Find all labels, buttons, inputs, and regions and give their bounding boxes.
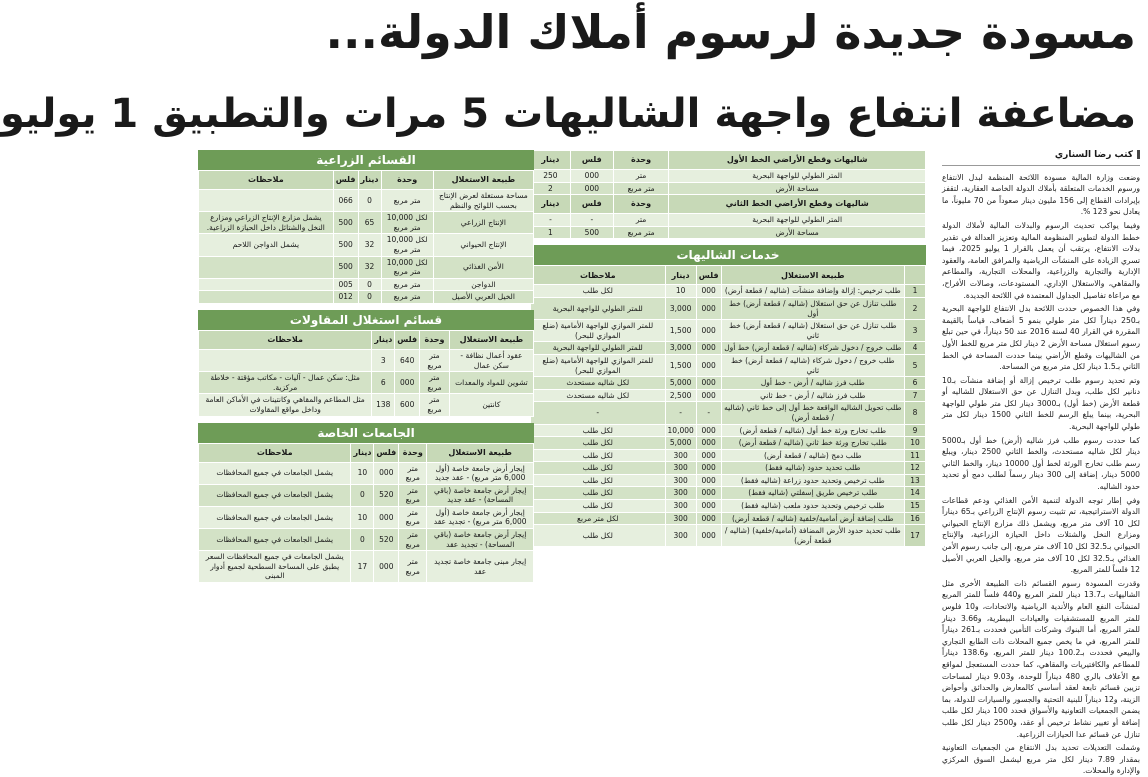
table-cell: 000	[696, 512, 721, 525]
table-cell: 640	[395, 349, 420, 371]
table-cell: 000	[374, 462, 399, 484]
row-number: 4	[905, 342, 926, 355]
table-cell: 32	[358, 234, 381, 256]
table-cell: 520	[374, 484, 399, 506]
table-cell: طلب خروج / دخول شركاء (شاليه / قطعة أرض) خط ثاني	[721, 354, 904, 376]
table-cell: لكل طلب	[531, 474, 666, 487]
table-row	[531, 437, 926, 450]
table-cell: طلب تحديد حدود الأرض المضافة (أمامية/خلفية) (شاليه / قطعة أرض)	[721, 525, 904, 547]
row-number: 11	[905, 449, 926, 462]
article-paragraph: وضعت وزارة المالية مسودة اللائحة المنظمة لبدل الانتفاع ورسوم الخدمات المتعلقة بأملاك الدولة الخاصة العقارية، لتقفز بإيرادات القطاع إلى 156 مليون دينار صعوداً من 70 مليوناً، ما يعادل نحو 123 %.	[942, 172, 1140, 217]
table-cell: المتر الطولي للواجهة البحرية	[669, 214, 926, 227]
table-cell: 3,000	[665, 297, 696, 319]
table-cell: للمتر الطولي للواجهة البحرية	[531, 342, 666, 355]
column-header: ملاحظات	[199, 171, 334, 190]
table-cell: متر مربع	[381, 278, 433, 291]
column-header: دينار	[358, 171, 381, 190]
table-cell: 000	[696, 424, 721, 437]
table-cell: 000	[696, 354, 721, 376]
table-row	[531, 354, 926, 376]
row-number: 14	[905, 487, 926, 500]
table-cell: مساحة الأرض	[669, 182, 926, 195]
table-cell: طلب ترخيص وتحديد حدود ملعب (شاليه فقط)	[721, 500, 904, 513]
agri-title: القسائم الزراعية	[198, 150, 534, 170]
table-row	[199, 349, 534, 371]
table-cell: متر مربع	[420, 372, 450, 394]
article-body	[942, 150, 1140, 776]
table-cell: إيجار أرض جامعة خاصة (باقي المساحة) - عقد جديد	[427, 484, 534, 506]
table-cell	[199, 291, 334, 304]
column-header: فلس	[395, 330, 420, 349]
table-row	[531, 487, 926, 500]
table-cell: طلب ترخيص طريق إسفلتي (شاليه فقط)	[721, 487, 904, 500]
table-cell: متر مربع	[381, 291, 433, 304]
table-row	[531, 525, 926, 547]
table-cell: متر مربع	[613, 226, 669, 239]
table-cell: 000	[696, 437, 721, 450]
line2-title: شاليهات وقطع الأراضي الخط الثاني	[669, 195, 926, 214]
table-cell: لكل شاليه مستحدث	[531, 389, 666, 402]
table-cell: 2	[531, 182, 571, 195]
table-cell: للمتر الموازي للواجهة الأمامية (ضلع الموازي للبحر)	[531, 354, 666, 376]
column-header: وحدة	[381, 171, 433, 190]
table-cell: 1,500	[665, 320, 696, 342]
table-cell: 3,000	[665, 342, 696, 355]
table-cell: متر مربع	[399, 529, 427, 551]
column-header: وحدة	[420, 330, 450, 349]
table-cell: لكل طلب	[531, 424, 666, 437]
table-row	[199, 484, 534, 506]
chalet-services-table: طبيعة الاستغلال فلس دينار ملاحظات 1 طلب ترخيص: إزالة وإضافة منشآت (شاليه / قطعة أرض) 000 10 لكل طلب 2 طلب تنازل عن حق استغلال (شاليه / قطعة أرض) خط أول 000 3,000 للمتر الطولي للواجهة البحرية 3 طلب تنازل عن حق استغلال (شاليه / قطعة أرض) خط ثاني 000 1,500 للمتر الموازي للواجهة الأمامية (ضلع الموازي للبحر) 4 طلب خروج / دخول شركاء (شاليه / قطعة أرض) خط أول 000 3,000 للمتر الطولي للواجهة البحرية 5 طلب خروج / دخول شركاء (شاليه / قطعة أرض) خط ثاني 000 1,500 للمتر الموازي للواجهة الأمامية (ضلع الموازي للبحر) 6 طلب فرز شاليه / أرض - خط أول 000 5,000 لكل شاليه مستحدث 7 طلب فرز شاليه / أرض - خط ثاني 000 2,500 لكل شاليه مستحدث 8 طلب تحويل الشاليه الواقعة خط أول إلى خط ثاني (شاليه / قطعة أرض) - - - 9 طلب تخارج ورثة خط أول (شاليه / قطعة أرض) 000 10,000 لكل طلب 10 طلب تخارج ورثة خط ثاني (شاليه / قطعة أرض) 000 5,000 لكل طلب 11 طلب دمج (شاليه / قطعة أرض) 000 300 لكل طلب 12 طلب تحديد حدود (شاليه فقط) 000 300 لكل طلب 13 طلب ترخيص وتحديد حدود زراعة (شاليه فقط) 000 300 لكل طلب 14 طلب ترخيص طريق إسفلتي (شاليه فقط) 000 300 لكل طلب 15 طلب ترخيص وتحديد حدود ملعب (شاليه فقط) 000 300 لكل طلب 16 طلب إضافة أرض أمامية/خلفية (شاليه / قطعة أرض) 000 300 لكل متر مربع 17 طلب تحديد حدود الأرض المضافة (أمامية/خلفية) (شاليه / قطعة أرض) 000 300 لكل طلب	[530, 265, 926, 547]
table-cell: 000	[696, 297, 721, 319]
table-cell: طلب خروج / دخول شركاء (شاليه / قطعة أرض) خط أول	[721, 342, 904, 355]
table-cell	[199, 190, 334, 212]
table-cell: 000	[696, 500, 721, 513]
table-cell: 0	[358, 291, 381, 304]
table-cell: 000	[696, 487, 721, 500]
table-row	[199, 256, 534, 278]
row-number: 2	[905, 297, 926, 319]
table-cell: لكل طلب	[531, 462, 666, 475]
table-cell: طلب تنازل عن حق استغلال (شاليه / قطعة أرض) خط ثاني	[721, 320, 904, 342]
row-number: 1	[905, 285, 926, 298]
table-row	[531, 424, 926, 437]
table-cell: طلب ترخيص: إزالة وإضافة منشآت (شاليه / قطعة أرض)	[721, 285, 904, 298]
table-cell: متر مربع	[420, 394, 450, 416]
table-cell: لكل طلب	[531, 487, 666, 500]
table-cell: 10	[351, 462, 374, 484]
table-row	[199, 529, 534, 551]
table-row	[531, 342, 926, 355]
table-row	[531, 402, 926, 424]
table-cell: 500	[333, 234, 358, 256]
table-cell: متر	[613, 214, 669, 227]
table-cell: يشمل الجامعات في جميع المحافظات	[199, 484, 351, 506]
table-cell: 500	[570, 226, 613, 239]
table-cell: متر مربع	[399, 506, 427, 528]
table-cell: الأمن الغذائي	[433, 256, 533, 278]
table-row	[531, 170, 926, 183]
agri-table	[198, 170, 534, 304]
table-row	[531, 474, 926, 487]
table-cell: 000	[696, 449, 721, 462]
table-cell: طلب تنازل عن حق استغلال (شاليه / قطعة أرض) خط أول	[721, 297, 904, 319]
table-cell: للمتر الطولي للواجهة البحرية	[531, 297, 666, 319]
table-cell: 2,500	[665, 389, 696, 402]
article-paragraph: كما حددت رسوم طلب فرز شاليه (أرض) خط أول بـ5000 دينار لكل شاليه مستحدث، والخط الثاني 2500 دينار، ويبلغ رسم طلب تخارج الورثة لخط أول 10000 دينار، والخط الثاني 5000 دينار، إضافة إلى 300 دينار رسماً لطلب دمج أو تحديد حدود الشاليه.	[942, 435, 1140, 492]
article-paragraph: وقدرت المسودة رسوم القسائم ذات الطبيعة الأخرى مثل الشاليهات بـ13.7 دينار للمتر المربع و440 فلساً للمتر المربع لمنشآت النفع العام والأندية الرياضية والاتحادات، و10 فلوس للمتر المربع للمستشفيات والعيادات البيطرية، و3.66 دينار للمتر المربع، أما البنوك وشركات التأمين فحددت بـ261 ديناراً للمتر المربع، في ما يخص جميع المحلات ذات الطابع التجاري والبيعي فحددت بـ100.2 دينار للمتر المربع، و138.6 ديناراً للمطاعم والكافتيريات والمقاهي، كما حددت المستعجل لمواقع مع الأعلاف بالري 480 ديناراً للوحدة، و9.03 دينار لمساحات تزيين قسائم تابعة لعقد أساسي كالمعارض والحدائق وأحواض الزينة، و12 ديناراً للبنية التحتية والجسور والسيارات للدولة، بما يضمن الجمعيات التعاونية والأسواق فحدد 100 دينار لكل طلب إضافة أو تغيير نشاط ترخيص أو عقد، و2500 دينار لكل طلب تنازل عن قسائم عدا الحيازات الزراعية.	[942, 578, 1140, 739]
table-row	[531, 285, 926, 298]
table-cell: متر مربع	[399, 551, 427, 583]
table-cell: 300	[665, 462, 696, 475]
row-number: 8	[905, 402, 926, 424]
table-cell: 5,000	[665, 437, 696, 450]
table-cell: يشمل الجامعات في جميع المحافظات	[199, 462, 351, 484]
article-paragraph: وفيما يواكب تحديث الرسوم والبدلات المالية لأملاك الدولة خطط الدولة لتطوير المنظومة المالية وتعزيز العدالة في تقدير بدلات الانتفاع، يرتقب أن يعمل بالقرار 1 يوليو 2025، فيما تسري الزيادة على المنشآت الرياضية والمرافق العامة، والعقود الإدارية والتجارية والزراعية، والمحلات التجارية، والمطاعم والمقاهي، والاستغلال الإداري، المستودعات، وصالات الأفراح، مع مراعاة تفاصيل الجداول المعتمدة في اللائحة الجديدة.	[942, 220, 1140, 300]
table-cell: 1,500	[665, 354, 696, 376]
table-cell: 000	[696, 285, 721, 298]
table-cell: طلب تخارج ورثة خط أول (شاليه / قطعة أرض)	[721, 424, 904, 437]
byline: كتب رضا السناري	[942, 150, 1140, 166]
column-header: دينار	[351, 443, 374, 462]
table-cell: 0	[358, 190, 381, 212]
table-cell: لكل طلب	[531, 437, 666, 450]
table-cell: مساحة الأرض	[669, 226, 926, 239]
universities-title: الجامعات الخاصة	[198, 423, 534, 443]
table-cell: متر مربع	[399, 462, 427, 484]
table-cell: يشمل الجامعات في جميع المحافظات السعر يطبق على المساحة السطحية لجميع أدوار المبنى	[199, 551, 351, 583]
table-cell: مساحة مستغلة لعرض الإنتاج بحسب اللوائح والنظم	[433, 190, 533, 212]
table-cell: لكل طلب	[531, 500, 666, 513]
table-cell: 0	[351, 529, 374, 551]
table-cell: -	[531, 402, 666, 424]
table-cell: 5,000	[665, 377, 696, 390]
row-number: 12	[905, 462, 926, 475]
table-cell: 000	[696, 525, 721, 547]
column-header: طبيعة الاستغلال	[427, 443, 534, 462]
table-cell: -	[570, 214, 613, 227]
table-cell: طلب تخارج ورثة خط ثاني (شاليه / قطعة أرض)	[721, 437, 904, 450]
table-cell: الخيل العربي الأصيل	[433, 291, 533, 304]
table-cell: يشمل الجامعات في جميع المحافظات	[199, 529, 351, 551]
chalet-services-title: خدمات الشاليهات	[530, 245, 926, 265]
table-row	[531, 449, 926, 462]
table-cell: الدواجن	[433, 278, 533, 291]
table-cell: تشوين للمواد والمعدات	[449, 372, 533, 394]
table-row	[531, 320, 926, 342]
table-cell: 300	[665, 525, 696, 547]
table-cell: 000	[570, 182, 613, 195]
table-row	[531, 182, 926, 195]
table-row	[531, 462, 926, 475]
table-cell: 520	[374, 529, 399, 551]
row-number: 5	[905, 354, 926, 376]
table-cell: 300	[665, 449, 696, 462]
table-row	[199, 190, 534, 212]
row-number: 17	[905, 525, 926, 547]
table-cell: 6	[372, 372, 395, 394]
table-cell: طلب فرز شاليه / أرض - خط ثاني	[721, 389, 904, 402]
table-row	[199, 506, 534, 528]
table-row	[199, 462, 534, 484]
table-row	[531, 500, 926, 513]
table-cell: 500	[333, 256, 358, 278]
table-cell: 005	[333, 278, 358, 291]
contractors-title: قسائم استغلال المقاولات	[198, 310, 534, 330]
table-cell: متر مربع	[420, 349, 450, 371]
table-cell: لكل 10,000 متر مربع	[381, 256, 433, 278]
column-header: فلس	[374, 443, 399, 462]
table-cell: 000	[374, 551, 399, 583]
column-header: طبيعة الاستغلال	[449, 330, 533, 349]
table-cell: -	[696, 402, 721, 424]
row-number: 7	[905, 389, 926, 402]
column-header: ملاحظات	[199, 443, 351, 462]
fees-column	[198, 150, 534, 717]
table-cell: طلب ترخيص وتحديد حدود زراعة (شاليه فقط)	[721, 474, 904, 487]
table-row	[531, 297, 926, 319]
column-header: ملاحظات	[199, 330, 372, 349]
table-cell: إيجار أرض جامعة خاصة (أول 6,000 متر مربع) - تجديد عقد	[427, 506, 534, 528]
table-cell: كانتين	[449, 394, 533, 416]
row-number: 15	[905, 500, 926, 513]
table-cell: 3	[372, 349, 395, 371]
row-number: 10	[905, 437, 926, 450]
table-cell: 000	[696, 474, 721, 487]
table-cell: -	[665, 402, 696, 424]
table-cell: يشمل الجامعات في جميع المحافظات	[199, 506, 351, 528]
table-cell: طلب تحديد حدود (شاليه فقط)	[721, 462, 904, 475]
table-cell: 000	[374, 506, 399, 528]
headline-main: مسودة جديدة لرسوم أملاك الدولة...	[325, 5, 1136, 59]
article-paragraph: وشملت التعديلات تحديد بدل الانتفاع من الجمعيات التعاونية بمقدار 7.89 دينار لكل متر مربع ليشمل السوق المركزي والإدارة والمحلات.	[942, 743, 1140, 776]
table-cell: للمتر الموازي للواجهة الأمامية (ضلع الموازي للبحر)	[531, 320, 666, 342]
table-cell: 1	[531, 226, 571, 239]
row-number: 3	[905, 320, 926, 342]
table-cell: 300	[665, 487, 696, 500]
table-cell: لكل طلب	[531, 449, 666, 462]
chalets-land-table: شاليهات وقطع الأراضي الخط الأول وحدة فلس دينار المتر الطولي للواجهة البحرية متر 000 250 مساحة الأرض متر مربع 000 2 شاليهات وقطع الأراضي الخط الثاني وحدة فلس دينار المتر الطولي للواجهة البحرية متر - - مساحة الأرض متر مربع 500 1	[530, 150, 926, 239]
table-cell	[199, 256, 334, 278]
table-cell: -	[531, 214, 571, 227]
table-cell: 500	[333, 212, 358, 234]
table-row	[531, 512, 926, 525]
table-row	[199, 212, 534, 234]
table-cell: المتر الطولي للواجهة البحرية	[669, 170, 926, 183]
table-row	[199, 372, 534, 394]
table-cell: 600	[395, 394, 420, 416]
table-row	[199, 234, 534, 256]
universities-table	[198, 443, 534, 584]
table-cell: متر مربع	[381, 190, 433, 212]
table-cell	[199, 349, 372, 371]
table-cell: 300	[665, 474, 696, 487]
byline-bar-icon	[1137, 150, 1140, 159]
table-cell: لكل 10,000 متر مربع	[381, 212, 433, 234]
table-cell: 10,000	[665, 424, 696, 437]
contractors-table	[198, 330, 534, 417]
table-cell: 000	[696, 462, 721, 475]
column-header: فلس	[333, 171, 358, 190]
table-cell: 17	[351, 551, 374, 583]
headline-sub: مضاعفة انتفاع واجهة الشاليهات 5 مرات والتطبيق 1 يوليو	[0, 91, 1136, 137]
table-cell: لكل طلب	[531, 285, 666, 298]
table-cell: إيجار مبنى جامعة خاصة تجديد عقد	[427, 551, 534, 583]
table-cell: إيجار أرض جامعة خاصة (باقي المساحة) - تجديد عقد	[427, 529, 534, 551]
table-cell: 000	[696, 389, 721, 402]
table-cell: 10	[351, 506, 374, 528]
table-row	[531, 226, 926, 239]
table-cell: متر مربع	[399, 484, 427, 506]
column-header: طبيعة الاستغلال	[433, 171, 533, 190]
row-number: 13	[905, 474, 926, 487]
table-row	[531, 214, 926, 227]
table-cell: 250	[531, 170, 571, 183]
table-cell: طلب إضافة أرض أمامية/خلفية (شاليه / قطعة أرض)	[721, 512, 904, 525]
line1-title: شاليهات وقطع الأراضي الخط الأول	[669, 151, 926, 170]
table-cell: 138	[372, 394, 395, 416]
table-cell: طلب تحويل الشاليه الواقعة خط أول إلى خط ثاني (شاليه / قطعة أرض)	[721, 402, 904, 424]
table-cell: 000	[395, 372, 420, 394]
table-cell: يشمل الدواجن اللاحم	[199, 234, 334, 256]
article-text	[942, 172, 1140, 777]
table-cell: عقود أعمال نظافة - سكن عمال	[449, 349, 533, 371]
column-header: وحدة	[399, 443, 427, 462]
table-cell: 000	[570, 170, 613, 183]
table-cell: مثل المطاعم والمقاهي وكانتينات في الأماكن العامة وداخل مواقع المقاولات	[199, 394, 372, 416]
table-cell: الإنتاج الزراعي	[433, 212, 533, 234]
column-header: دينار	[372, 330, 395, 349]
table-cell: مثل: سكن عمال - آليات - مكاتب مؤقتة - خلاطة مركزية.	[199, 372, 372, 394]
row-number: 16	[905, 512, 926, 525]
row-number: 6	[905, 377, 926, 390]
table-cell: متر مربع	[613, 182, 669, 195]
table-row	[199, 551, 534, 583]
table-cell: لكل 10,000 متر مربع	[381, 234, 433, 256]
chalets-column	[530, 150, 926, 717]
table-row	[531, 377, 926, 390]
table-cell: إيجار أرض جامعة خاصة (أول 6,000 متر مربع) - عقد جديد	[427, 462, 534, 484]
table-row	[199, 394, 534, 416]
table-cell: لكل شاليه مستحدث	[531, 377, 666, 390]
table-cell: 000	[696, 320, 721, 342]
table-cell: 0	[351, 484, 374, 506]
table-cell: يشمل مزارع الإنتاج الزراعي ومزارع النخل والشتائل داخل الحيازة الزراعية.	[199, 212, 334, 234]
table-cell: 000	[696, 377, 721, 390]
table-cell: 012	[333, 291, 358, 304]
table-cell: الإنتاج الحيواني	[433, 234, 533, 256]
table-cell: لكل متر مربع	[531, 512, 666, 525]
table-cell: 300	[665, 500, 696, 513]
table-row	[199, 291, 534, 304]
table-cell: 300	[665, 512, 696, 525]
row-number: 9	[905, 424, 926, 437]
table-cell: لكل طلب	[531, 525, 666, 547]
table-cell	[199, 278, 334, 291]
table-cell: متر	[613, 170, 669, 183]
table-row	[531, 389, 926, 402]
article-paragraph: وتم تحديد رسوم طلب ترخيص إزالة أو إضافة منشآت بـ10 دنانير لكل طلب، وبدل التنازل عن حق الاستغلال للشاليه أو قطعة الأرض (خط أول) بـ3000 دينار لكل متر طولي للواجهة البحرية، بينما يبلغ الرسم للخط الثاني 1500 دينار لكل متر طولي للواجهة البحرية.	[942, 375, 1140, 432]
table-cell: طلب فرز شاليه / أرض - خط أول	[721, 377, 904, 390]
table-cell: 000	[696, 342, 721, 355]
article-paragraph: وفي هذا الخصوص حددت اللائحة بدل الانتفاع للواجهة البحرية بـ250 ديناراً لكل متر طولي بنمو 5 أضعاف، قياساً بالقيمة المقررة في القرار 40 لسنة 2016 عند 50 ديناراً، في حين تبلغ رسوم استغلال مساحة الأرض 2 دينار لكل متر مربع للخط الأول من الشاليهات وقطع الأراضي بينما حددت المساحة في الخط الثاني بـ1.5 دينار لكل متر مربع من المساحة.	[942, 304, 1140, 372]
table-cell: 066	[333, 190, 358, 212]
table-cell: 32	[358, 256, 381, 278]
table-cell: 65	[358, 212, 381, 234]
table-cell: 10	[665, 285, 696, 298]
table-cell: طلب دمج (شاليه / قطعة أرض)	[721, 449, 904, 462]
article-paragraph: وفي إطار توجه الدولة لتنمية الأمن الغذائي ودعم قطاعات الدولة الاستراتيجية، تم تثبيت رسوم الإنتاج الزراعي بـ65 ديناراً لكل 10 آلاف متر مربع، ويشمل ذلك مزارع الإنتاج الحيواني ومزارع النخل والشتلات داخل الحيازة الزراعية، والإنتاج الحيواني بـ32.5 لكل 10 آلاف متر مربع، إلى جانب رسوم الأمن الغذائي بـ32.5 لكل 10 آلاف متر مربع، والخيل العربي الأصيل 12 فلساً للمتر المربع.	[942, 495, 1140, 575]
table-row	[199, 278, 534, 291]
table-cell: 0	[358, 278, 381, 291]
